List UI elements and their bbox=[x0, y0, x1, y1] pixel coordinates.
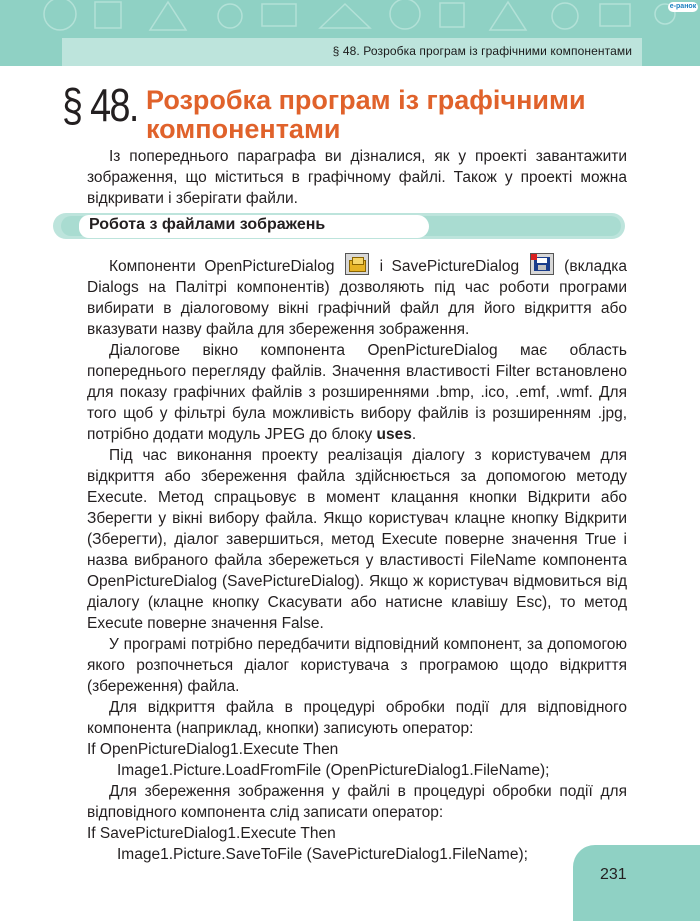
paragraph-6: Для збереження зображення у файлі в процедурі обробки події для відповідного компонента слід записати оператор: bbox=[87, 783, 627, 821]
code-line: Image1.Picture.SaveToFile (SavePictureDialog1.FileName); bbox=[117, 846, 528, 863]
code-line: If SavePictureDialog1.Execute Then bbox=[87, 825, 336, 842]
intro-text bbox=[87, 146, 627, 209]
intro-paragraph: Із попереднього параграфа ви дізналися, як у проекті завантажити зображення, що міститься в графічному файлі. Також у проекті можна відкривати і зберігати файли. bbox=[87, 148, 627, 207]
paragraph-4: У програмі потрібно передбачити відповідний компонент, за допомогою якого розпочнеться діалог користувача з програмою щодо відкриття (збереження) файла. bbox=[87, 636, 627, 695]
subsection-title: Робота з файлами зображень bbox=[89, 216, 326, 233]
publisher-logo: e-ранок bbox=[669, 3, 697, 10]
body-text bbox=[87, 253, 627, 865]
subsection-banner bbox=[53, 213, 625, 239]
paragraph-5: Для відкриття файла в процедурі обробки події для відповідного компонента (наприклад, кнопки) записують оператор: bbox=[87, 699, 627, 737]
page-title: Розробка програм із графічними компонентами bbox=[146, 85, 586, 144]
uses-keyword: uses bbox=[376, 426, 412, 443]
geometric-pattern-icon bbox=[0, 0, 700, 40]
page-number-tab bbox=[573, 845, 700, 921]
save-picture-dialog-icon bbox=[530, 253, 554, 275]
open-picture-dialog-icon bbox=[345, 253, 369, 275]
code-line: Image1.Picture.LoadFromFile (OpenPictureDialog1.FileName); bbox=[117, 762, 550, 779]
paragraph-3: Під час виконання проекту реалізація діалогу з користувачем для відкриття або збереження файла здійснюється за допомогою методу Execute. Метод спрацьовує в момент клацання кнопки Відкрити або Зберегти у вікні вибору файла. Якщо користувач клацне кнопку Відкрити (Зберегти), діалог завершиться, метод Execute поверне значення True і назва вибраного файла збережеться у властивості FileName компонента OpenPictureDialog (SavePictureDialog). Якщо ж користувач відмовиться від діалогу (клацне кнопку Скасувати або натисне клавішу Esc), то метод Execute поверне значення False. bbox=[87, 447, 627, 632]
page-number: 231 bbox=[600, 866, 627, 883]
code-line: If OpenPictureDialog1.Execute Then bbox=[87, 741, 339, 758]
section-number: § 48. bbox=[62, 79, 138, 131]
paragraph-2: Діалогове вікно компонента OpenPictureDialog має область попереднього перегляду файлів. Значення властивості Filter встановлено для показу графічних файлів з розширеннями .bmp, .ico, .emf, .wmf. Для того щоб у фільтрі була можливість вибору файлів із розширенням .jpg, потрібно додати модуль JPEG до блоку uses. bbox=[87, 342, 627, 443]
paragraph-1: Компоненти OpenPictureDialog і SavePictureDialog (вкладка Dialogs на Палітрі компонентів) дозволяють під час роботи програми вибирати в діалоговому вікні графічний файл для його відкриття або вказувати назву файла для збереження зображення. bbox=[87, 253, 627, 340]
running-header: § 48. Розробка програм із графічними компонентами bbox=[332, 44, 632, 58]
